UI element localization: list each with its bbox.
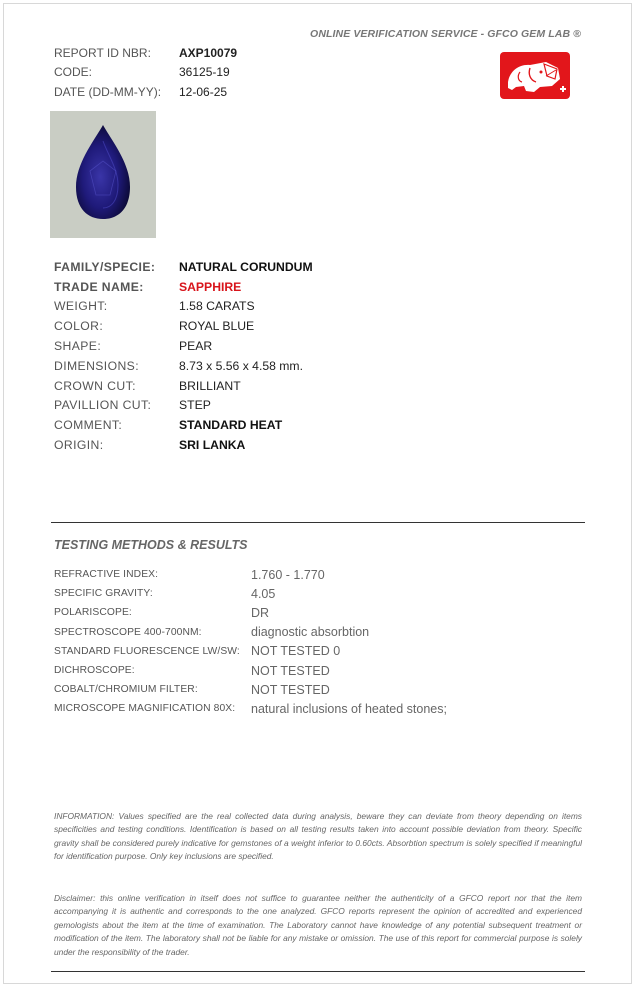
test-value: 1.760 - 1.770 xyxy=(251,567,325,582)
test-label: STANDARD FLUORESCENCE LW/SW: xyxy=(54,645,240,657)
test-row xyxy=(54,584,447,603)
shape-value: PEAR xyxy=(179,339,213,354)
header-title: ONLINE VERIFICATION SERVICE - GFCO GEM LAB ® xyxy=(310,28,581,40)
report-id-row xyxy=(54,43,237,63)
test-value: NOT TESTED 0 xyxy=(251,644,341,659)
origin-value: SRI LANKA xyxy=(179,438,246,453)
dimensions-value: 8.73 x 5.56 x 4.58 mm. xyxy=(179,358,303,373)
weight-label: WEIGHT: xyxy=(54,299,108,314)
detail-row-family xyxy=(54,257,313,277)
report-id-value: AXP10079 xyxy=(179,45,238,60)
dimensions-label: DIMENSIONS: xyxy=(54,358,139,373)
test-value: NOT TESTED xyxy=(251,663,330,678)
date-value: 12-06-25 xyxy=(179,84,228,99)
detail-row-pavillion-cut xyxy=(54,396,313,416)
test-row xyxy=(54,699,447,718)
testing-section-title: TESTING METHODS & RESULTS xyxy=(54,538,248,552)
test-label: SPECTROSCOPE 400-700NM: xyxy=(54,626,202,638)
trade-name-value: SAPPHIRE xyxy=(179,279,242,294)
gem-graphic xyxy=(50,111,156,238)
test-value: DR xyxy=(251,605,270,620)
color-label: COLOR: xyxy=(54,319,104,334)
weight-value: 1.58 CARATS xyxy=(179,299,255,314)
code-value: 36125-19 xyxy=(179,65,230,80)
comment-value: STANDARD HEAT xyxy=(179,418,283,433)
gfco-logo-graphic xyxy=(500,52,570,99)
divider-bottom xyxy=(51,971,585,972)
family-value: NATURAL CORUNDUM xyxy=(179,259,313,274)
disclaimer-text: Disclaimer: this online verification in itself does not suffice to guarantee neither the authenticity of a GFCO report nor that the item accompanying it is authentic and corresponds to the one analyzed. GFCO reports represent the opinion of accredited and experienced gemologists about the item at the time of examination. The Laboratory cannot have knowledge of any potential subsequent treatment or modification of the item. The laboratory shall not be liable for any mistake or omission. The use of this report for commercial purpose is solely under the responsibility of the trader. xyxy=(54,893,582,957)
test-value: 4.05 xyxy=(251,586,276,601)
color-value: ROYAL BLUE xyxy=(179,319,255,334)
divider-top xyxy=(51,522,585,523)
pavillion-cut-value: STEP xyxy=(179,398,211,413)
detail-row-color xyxy=(54,316,313,336)
crown-cut-label: CROWN CUT: xyxy=(54,378,136,393)
date-row xyxy=(54,82,237,102)
detail-row-comment xyxy=(54,415,313,435)
detail-row-shape xyxy=(54,336,313,356)
information-text: INFORMATION: Values specified are the real collected data during analysis, beware they can deviate from theory depending on items specificities and testing conditions. Identification is based on all testing results taken into account possible deviation from theory. Specific gravity shall be considered purely indicative for gemstones of a weight inferior to 0.60cts. Absorbtion spectrum is solely specified if meaningful for identification purpose. Only key inclusions are specified. xyxy=(54,811,582,862)
test-label: SPECIFIC GRAVITY: xyxy=(54,588,153,600)
detail-row-crown-cut xyxy=(54,376,313,396)
test-row xyxy=(54,661,447,680)
family-label: FAMILY/SPECIE: xyxy=(54,259,156,274)
trade-name-label: TRADE NAME: xyxy=(54,279,144,294)
report-id-label: REPORT ID NBR: xyxy=(54,45,151,60)
crown-cut-value: BRILLIANT xyxy=(179,378,241,393)
test-label: MICROSCOPE MAGNIFICATION 80X: xyxy=(54,703,236,715)
test-label: REFRACTIVE INDEX: xyxy=(54,569,159,581)
test-label: COBALT/CHROMIUM FILTER: xyxy=(54,684,198,696)
comment-label: COMMENT: xyxy=(54,418,123,433)
report-meta xyxy=(54,43,237,102)
pavillion-cut-label: PAVILLION CUT: xyxy=(54,398,152,413)
detail-row-dimensions xyxy=(54,356,313,376)
gem-details xyxy=(54,257,313,455)
shape-label: SHAPE: xyxy=(54,339,102,354)
gfco-logo-icon xyxy=(500,52,570,99)
testing-results xyxy=(54,565,447,719)
sapphire-pear-gem-photo xyxy=(50,111,156,238)
date-label: DATE (DD-MM-YY): xyxy=(54,84,162,99)
test-row xyxy=(54,565,447,584)
origin-label: ORIGIN: xyxy=(54,438,104,453)
test-label: DICHROSCOPE: xyxy=(54,665,135,677)
test-value: diagnostic absorbtion xyxy=(251,625,370,640)
test-label: POLARISCOPE: xyxy=(54,607,132,619)
test-value: NOT TESTED xyxy=(251,682,330,697)
test-row xyxy=(54,642,447,661)
code-row xyxy=(54,63,237,83)
detail-row-origin xyxy=(54,435,313,455)
detail-row-trade-name xyxy=(54,277,313,297)
detail-row-weight xyxy=(54,297,313,317)
test-row xyxy=(54,623,447,642)
test-row xyxy=(54,603,447,622)
test-value: natural inclusions of heated stones; xyxy=(251,701,447,716)
test-row xyxy=(54,680,447,699)
code-label: CODE: xyxy=(54,65,93,80)
